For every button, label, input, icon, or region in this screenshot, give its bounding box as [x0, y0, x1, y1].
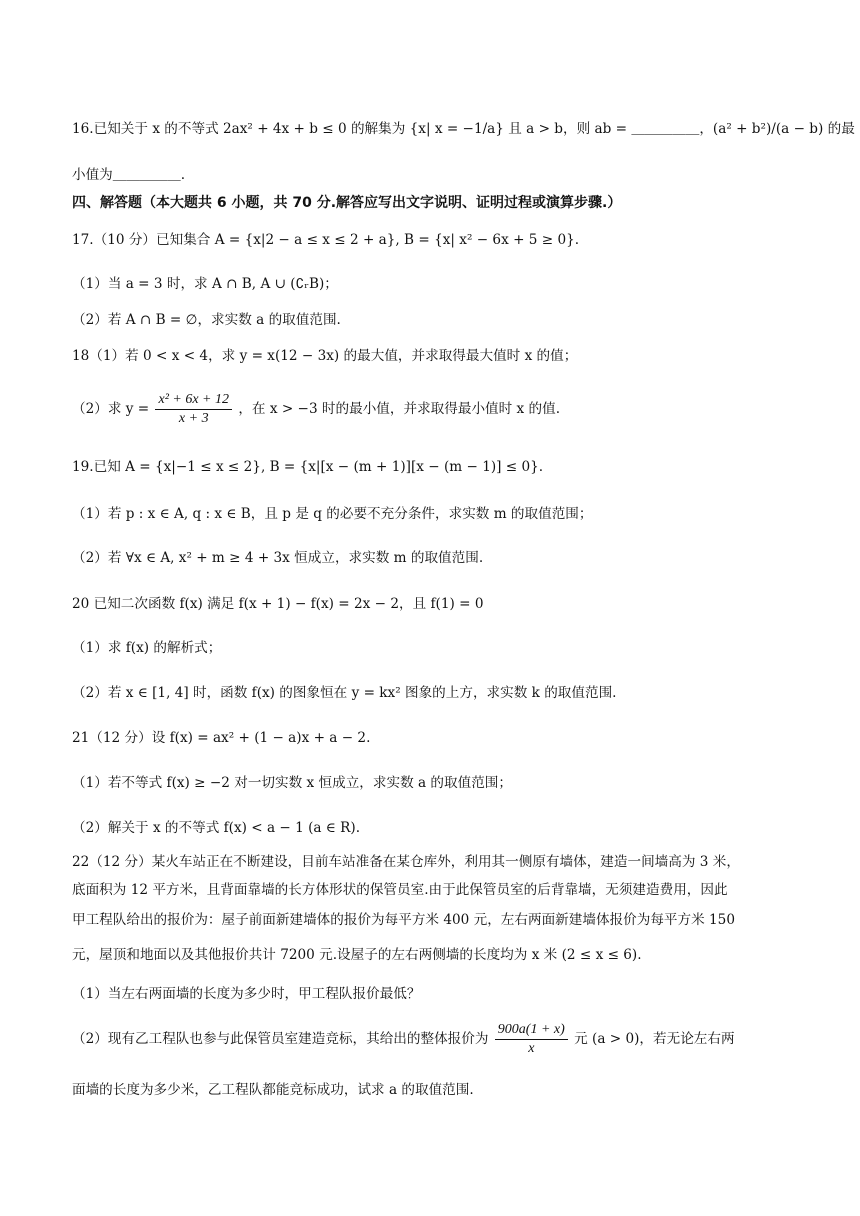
q16-text: 16.已知关于 x 的不等式 2ax² + 4x + b ≤ 0 的解集为 {x| x = −1/a} 且 a > b，则 ab = ＿＿＿＿＿，(a² + b²)/(a − b) 的最 — [72, 121, 855, 137]
q22-line2: 底面积为 12 平方米，且背面靠墙的长方体形状的保管员室.由于此保管员室的后背靠墙，无须建造费用，因此 — [72, 882, 728, 898]
q19-part1: （1）若 p : x ∈ A, q : x ∈ B，且 p 是 q 的必要不充分条件，求实数 m 的取值范围； — [72, 506, 593, 522]
q16-line2: 小值为＿＿＿＿＿. — [72, 167, 186, 183]
q18-part1: 18（1）若 0 < x < 4，求 y = x(12 − 3x) 的最大值，并求取得最大值时 x 的值； — [72, 348, 578, 364]
q22-fraction: $\frac{900a(1 + x)}{x}$ — [495, 1021, 568, 1058]
q16-line1 — [72, 118, 855, 140]
q22-line1: 22（12 分）某火车站正在不断建设，目前车站准备在某仓库外，利用其一侧原有墙体，建造一间墙高为 3 米， — [72, 854, 740, 870]
q19-stem: 19.已知 A = {x|−1 ≤ x ≤ 2}, B = {x|[x − (m + 1)][x − (m − 1)] ≤ 0}. — [72, 459, 544, 475]
q20-part2: （2）若 x ∈ [1, 4] 时，函数 f(x) 的图象恒在 y = kx² 图象的上方，求实数 k 的取值范围. — [72, 685, 617, 701]
q21-part2: （2）解关于 x 的不等式 f(x) < a − 1 (a ∈ R). — [72, 820, 361, 836]
q17-stem: 17.（10 分）已知集合 A = {x|2 − a ≤ x ≤ 2 + a}, B = {x| x² − 6x + 5 ≥ 0}. — [72, 232, 580, 248]
q22-line3: 甲工程队给出的报价为：屋子前面新建墙体的报价为每平方米 400 元，左右两面新建墙体报价为每平方米 150 — [72, 912, 735, 928]
q22-line4: 元，屋顶和地面以及其他报价共计 7200 元.设屋子的左右两侧墙的长度均为 x 米 (2 ≤ x ≤ 6). — [72, 947, 642, 963]
section-header-answer: 四、解答题（本大题共 6 小题，共 70 分.解答应写出文字说明、证明过程或演算步骤.） — [72, 195, 622, 211]
q20-part1: （1）求 f(x) 的解析式； — [72, 640, 222, 656]
q21-stem: 21（12 分）设 f(x) = ax² + (1 − a)x + a − 2. — [72, 730, 371, 746]
q20-stem: 20 已知二次函数 f(x) 满足 f(x + 1) − f(x) = 2x − 2，且 f(1) = 0 — [72, 596, 484, 612]
q17-part2: （2）若 A ∩ B = ∅，求实数 a 的取值范围. — [72, 312, 341, 328]
q17-part1: （1）当 a = 3 时，求 A ∩ B, A ∪ (∁ᵣB)； — [72, 276, 338, 292]
q22-part1: （1）当左右两面墙的长度为多少时，甲工程队报价最低？ — [72, 986, 421, 1002]
q22-part2-line2: 面墙的长度为多少米，乙工程队都能竞标成功，试求 a 的取值范围. — [72, 1082, 474, 1098]
q22-part2: （2）现有乙工程队也参与此保管员室建造竞标，其给出的整体报价为 $\frac{900a(1 + x)}{x}$ 元 (a > 0)，若无论左右两 — [72, 1022, 735, 1056]
q18-fraction: $\frac{\text{x² + 6x + 12}}{x + 3}$ — [155, 391, 232, 428]
q21-part1: （1）若不等式 f(x) ≥ −2 对一切实数 x 恒成立，求实数 a 的取值范围； — [72, 775, 512, 791]
q19-part2: （2）若 ∀x ∈ A, x² + m ≥ 4 + 3x 恒成立，求实数 m 的取值范围. — [72, 550, 484, 566]
q18-part2: （2）求 y = $\frac{\text{x² + 6x + 12}}{x + 3}$ ，在 x > −3 时的最小值，并求取得最小值时 x 的值. — [72, 392, 561, 426]
